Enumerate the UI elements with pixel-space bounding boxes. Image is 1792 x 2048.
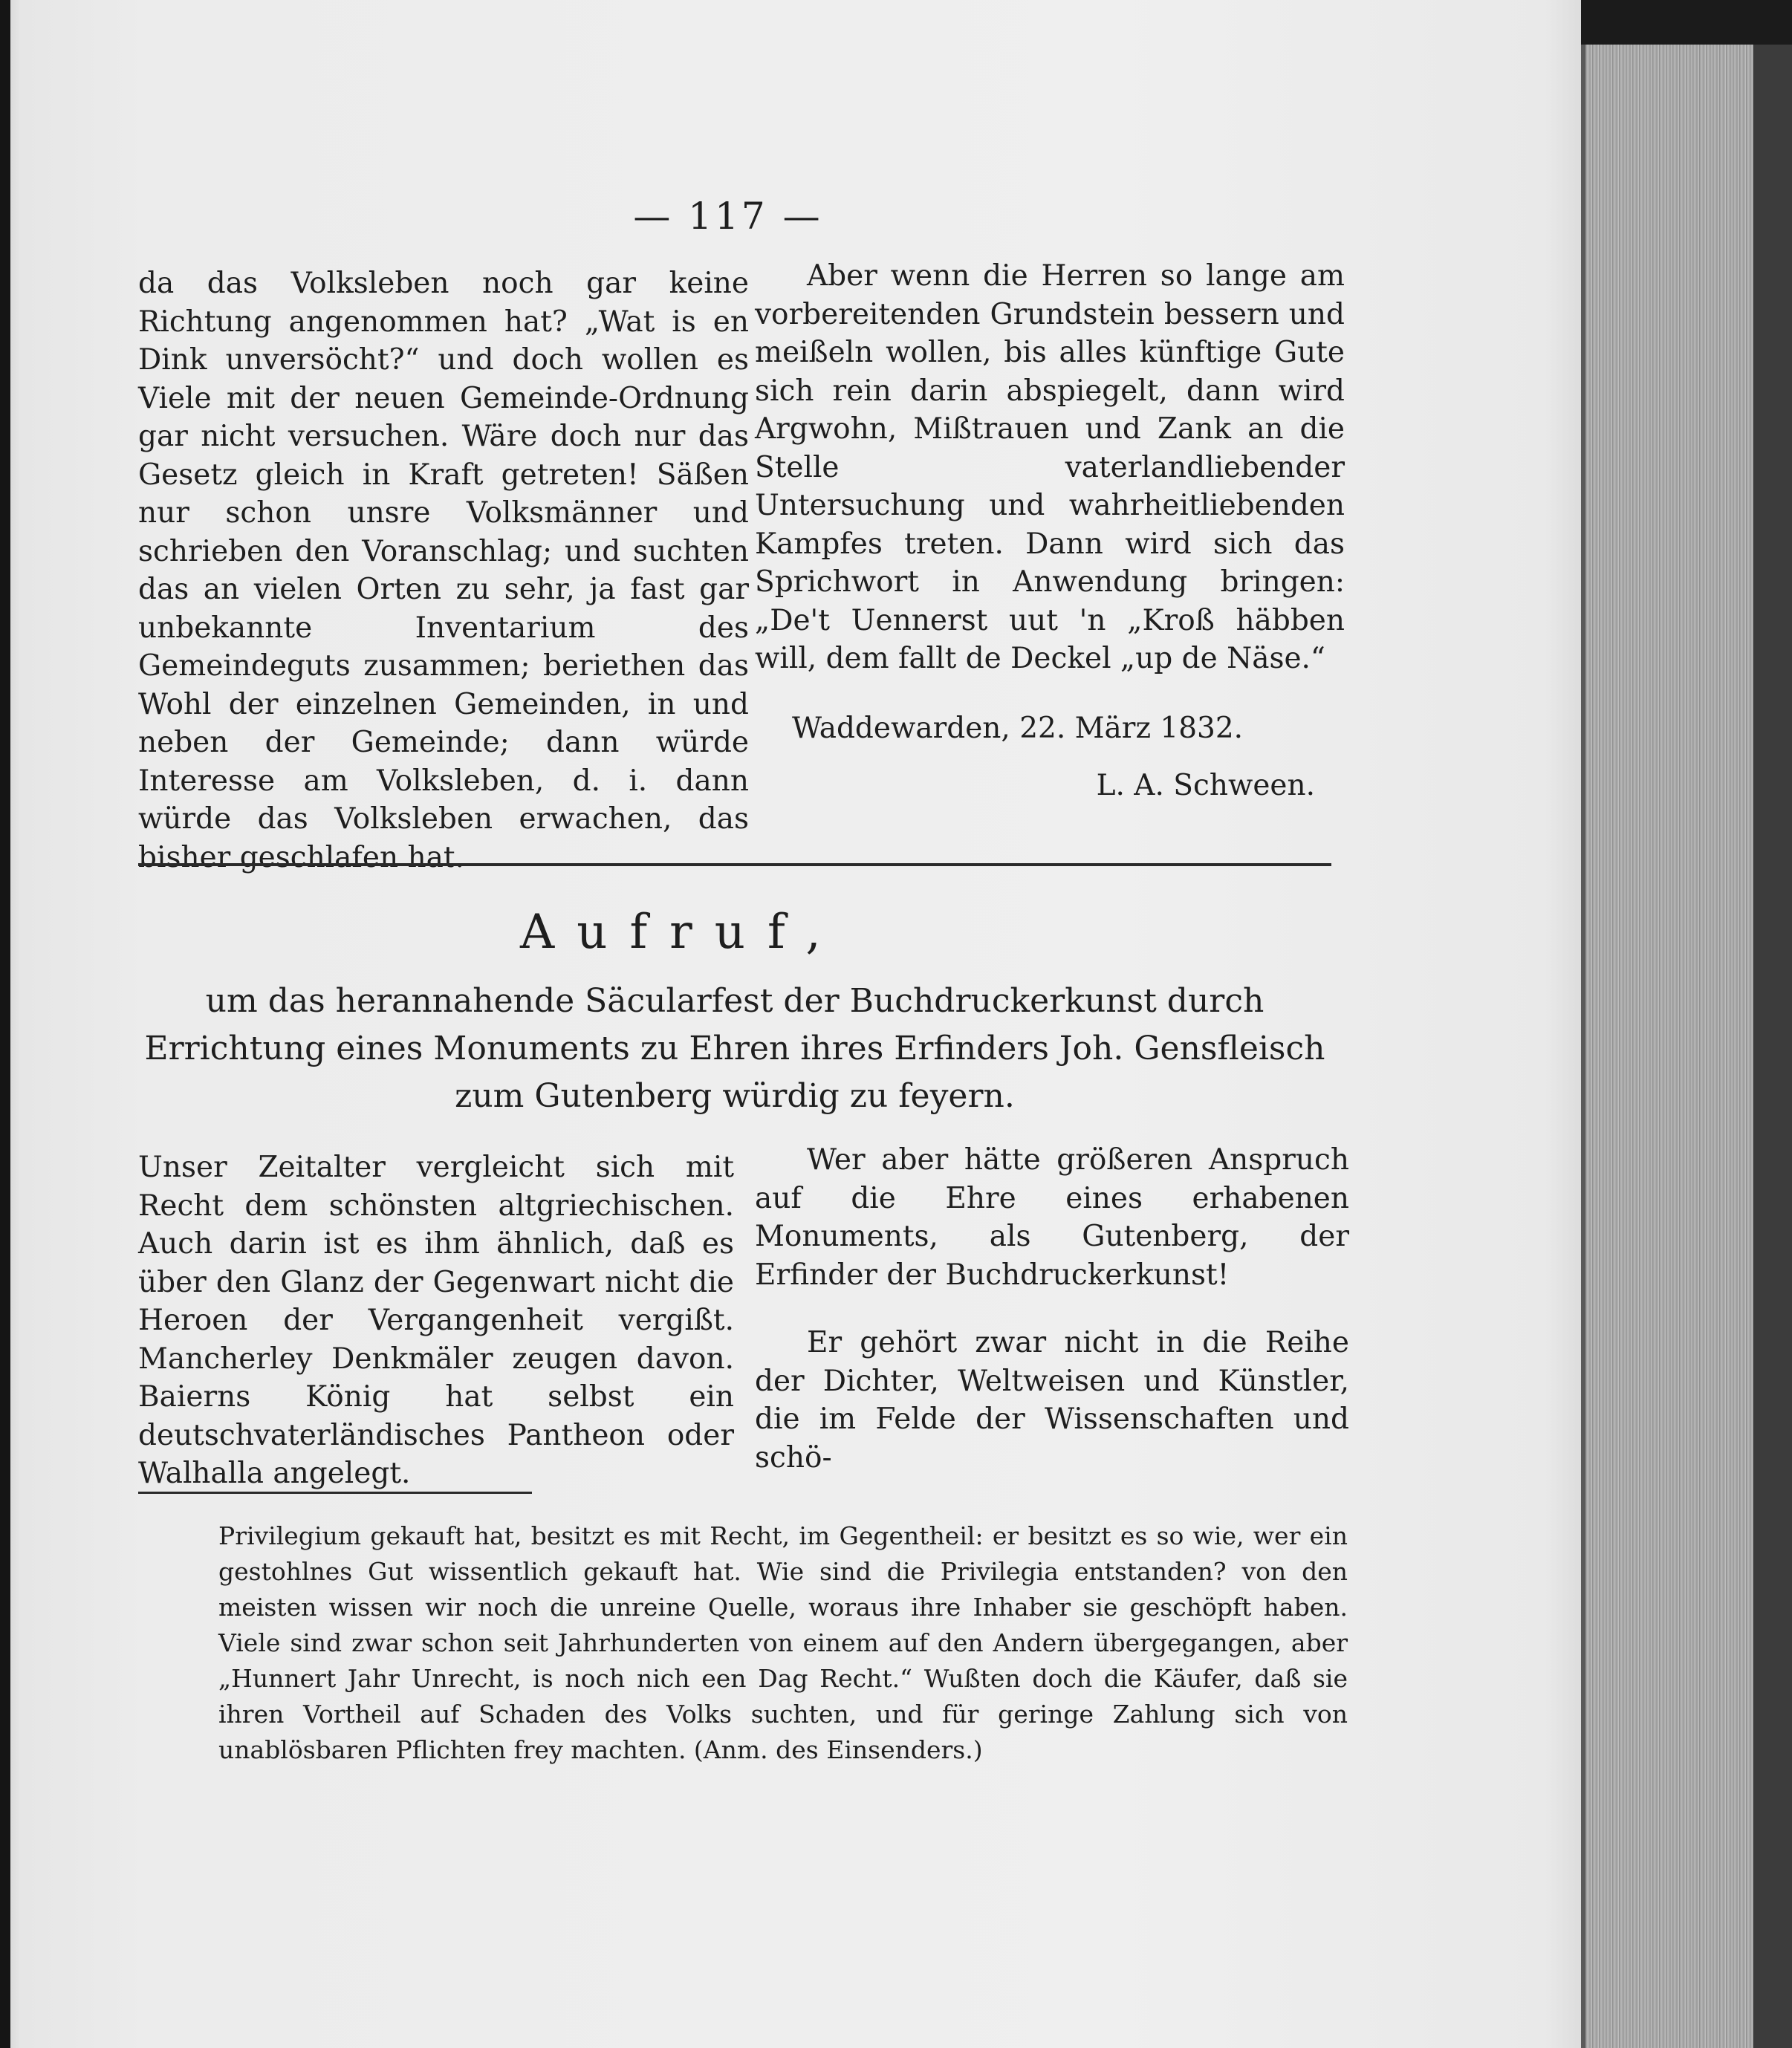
footnote (218, 1518, 1348, 1768)
right-column-top (755, 257, 1345, 805)
page-number: — 117 — (633, 195, 823, 238)
footnote-rule (138, 1492, 532, 1494)
paragraph: Wer aber hätte größeren Anspruch auf die Ehre eines erhabenen Monuments, als Gutenberg, der Erfinder der Buchdruckerkunst! (755, 1143, 1349, 1292)
paragraph: Aber wenn die Herren so lange am vorbereitenden Grundstein bessern und meißeln wollen, bis alles künftige Gute sich rein darin abspiegelt, dann wird Argwohn, Mißtrauen und Zank an die Stelle vaterlandliebender Untersuchung und wahrheitliebenden Kampfes treten. Dann wird sich das Sprichwort in Anwendung bringen: „De't Uennerst uut 'n „Kroß häbben will, dem fallt de Deckel „up de Näse.“ (755, 259, 1345, 675)
paragraph: da das Volksleben noch gar keine Richtung angenommen hat? „Wat is en Dink unversöcht?“ und doch wollen es Viele mit der neuen Gemeinde-Ordnung gar nicht versuchen. Wäre doch nur das Gesetz gleich in Kraft getreten! Säßen nur schon unsre Volksmänner und schrieben den Voranschlag; und suchten das an vielen Orten zu sehr, ja fast gar unbekannte Inventarium des Gemeindeguts zusammen; beriethen das Wohl der einzelnen Gemeinden, in und neben der Gemeinde; dann würde Interesse am Volksleben, d. i. dann würde das Volksleben erwachen, das bisher geschlafen hat. (138, 267, 749, 874)
paragraph: Unser Zeitalter vergleicht sich mit Recht dem schönsten altgriechischen. Auch darin ist es ihm ähnlich, daß es über den Glanz der Gegenwart nicht die Heroen der Vergangenheit vergißt. Mancherley Denkmäler zeugen davon. Baierns König hat selbst ein deutschvaterländisches Pantheon oder Walhalla angelegt. (138, 1151, 734, 1490)
section-divider (138, 863, 1331, 866)
left-column-bottom (138, 1148, 734, 1493)
right-column-bottom (755, 1141, 1349, 1477)
footnote-text: Privilegium gekauft hat, besitzt es mit Recht, im Gegentheil: er besitzt es so wie, wer ein gestohlnes Gut wissentlich gekauft hat. Wie sind die Privilegia entstanden? von den meisten wissen wir noch die unreine Quelle, woraus ihre Inhaber sie geschöpft haben. Viele sind zwar schon seit Jahrhunderten von einem auf den Andern übergegangen, aber „Hunnert Jahr Unrecht, is noch nich een Dag Recht.“ Wußten doch die Käufer, daß sie ihren Vortheil auf Schaden des Volks suchten, und für geringe Zahlung sich von unablösbaren Pflichten frey machten. (Anm. des Einsenders.) (218, 1521, 1348, 1764)
page-stack-top (1581, 0, 1792, 45)
book-gutter-edge (0, 0, 10, 2048)
signature: L. A. Schween. (1096, 769, 1315, 802)
book-cover-edge (1753, 45, 1792, 2048)
section-heading: Aufruf, (520, 905, 843, 960)
section-subtitle: um das herannahende Säcularfest der Buchdruckerkunst durch Errichtung eines Monuments zu Ehren ihres Erfinders Joh. Gensfleisch zum Gutenberg würdig zu feyern. (144, 982, 1325, 1115)
dateline: Waddewarden, 22. März 1832. (792, 711, 1244, 745)
paragraph: Er gehört zwar nicht in die Reihe der Dichter, Weltweisen und Künstler, die im Felde der Wissenschaften und schö- (755, 1326, 1349, 1475)
left-column-top (138, 264, 749, 877)
